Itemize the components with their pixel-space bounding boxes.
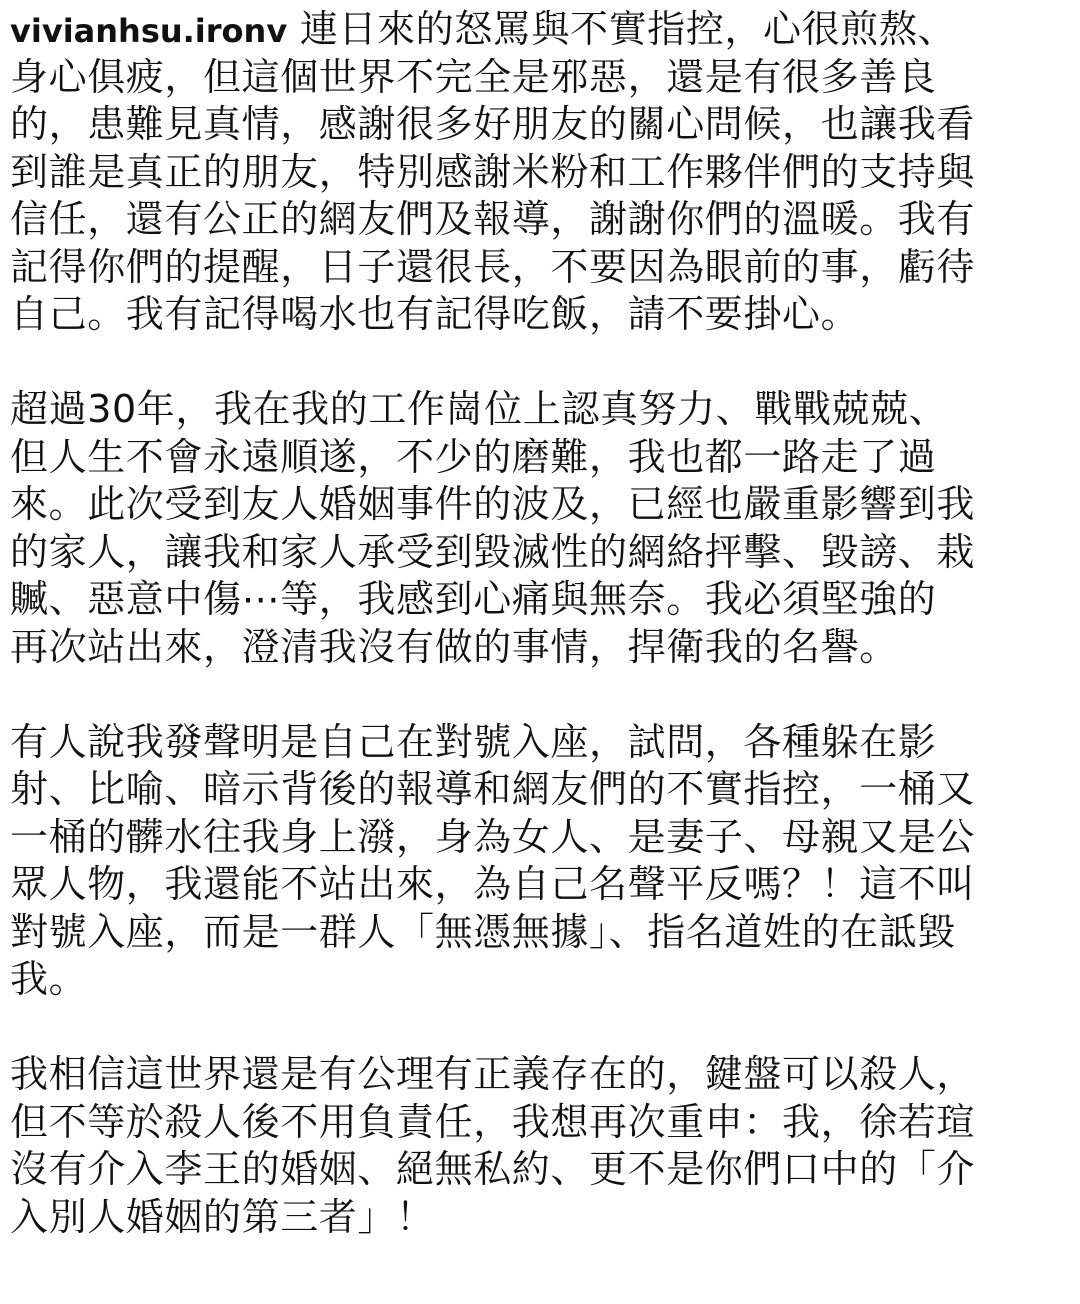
caption-line: 再次站出來，澄清我沒有做的事情，捍衛我的名譽。 <box>10 624 898 669</box>
caption-paragraph-2 <box>10 386 1072 671</box>
caption-line: 我。 <box>10 957 88 1001</box>
caption-line: 我相信這世界還是有公理有正義存在的，鍵盤可以殺人， <box>10 1052 976 1096</box>
caption-line: 身心俱疲，但這個世界不完全是邪惡，還是有很多善良 <box>10 54 937 99</box>
caption-paragraph-1 <box>10 6 1072 339</box>
caption-line: 的，患難見真情，感謝很多好朋友的關心問候，也讓我看 <box>10 102 976 146</box>
post-caption <box>10 6 1072 1241</box>
caption-line: 超過30年，我在我的工作崗位上認真努力、戰戰兢兢、 <box>10 387 948 431</box>
caption-line: 贓、惡意中傷⋯等，我感到心痛與無奈。我必須堅強的 <box>10 577 937 621</box>
caption-line: 自己。我有記得喝水也有記得吃飯，請不要掛心。 <box>10 292 860 336</box>
username-link[interactable]: vivianhsu.ironv <box>10 12 288 50</box>
paragraph-gap <box>10 339 1072 387</box>
caption-line: 沒有介入李王的婚姻、絕無私約、更不是你們口中的「介 <box>10 1147 976 1191</box>
caption-paragraph-3 <box>10 719 1072 1004</box>
caption-line: 對號入座，而是一群人「無憑無據」、指名道姓的在詆毀 <box>10 909 957 954</box>
caption-line: 但不等於殺人後不用負責任，我想再次重申：我，徐若瑄 <box>10 1099 976 1144</box>
paragraph-gap <box>10 1004 1072 1052</box>
caption-line: 有人說我發聲明是自己在對號入座，試問，各種躲在影 <box>10 719 937 764</box>
caption-paragraph-4 <box>10 1051 1072 1241</box>
caption-line: 信任，還有公正的網友們及報導，謝謝你們的溫暖。我有 <box>10 197 976 241</box>
caption-line: 到誰是真正的朋友，特別感謝米粉和工作夥伴們的支持與 <box>10 149 976 194</box>
caption-line: 入別人婚姻的第三者」！ <box>10 1194 435 1239</box>
paragraph-gap <box>10 671 1072 719</box>
caption-line: 記得你們的提醒，日子還很長，不要因為眼前的事，虧待 <box>10 244 976 289</box>
caption-line: vivianhsu.ironv 連日來的怒罵與不實指控，心很煎熬、 <box>10 7 957 51</box>
caption-line: 一桶的髒水往我身上潑，身為女人、是妻子、母親又是公 <box>10 814 976 859</box>
caption-line: 眾人物，我還能不站出來，為自己名聲平反嗎？！這不叫 <box>10 862 976 906</box>
caption-line: 來。此次受到友人婚姻事件的波及，已經也嚴重影響到我 <box>10 482 976 526</box>
caption-line: 的家人，讓我和家人承受到毀滅性的網絡抨擊、毀謗、栽 <box>10 529 976 574</box>
caption-line: 射、比喻、暗示背後的報導和網友們的不實指控，一桶又 <box>10 767 976 811</box>
caption-line: 但人生不會永遠順遂，不少的磨難，我也都一路走了過 <box>10 434 937 479</box>
